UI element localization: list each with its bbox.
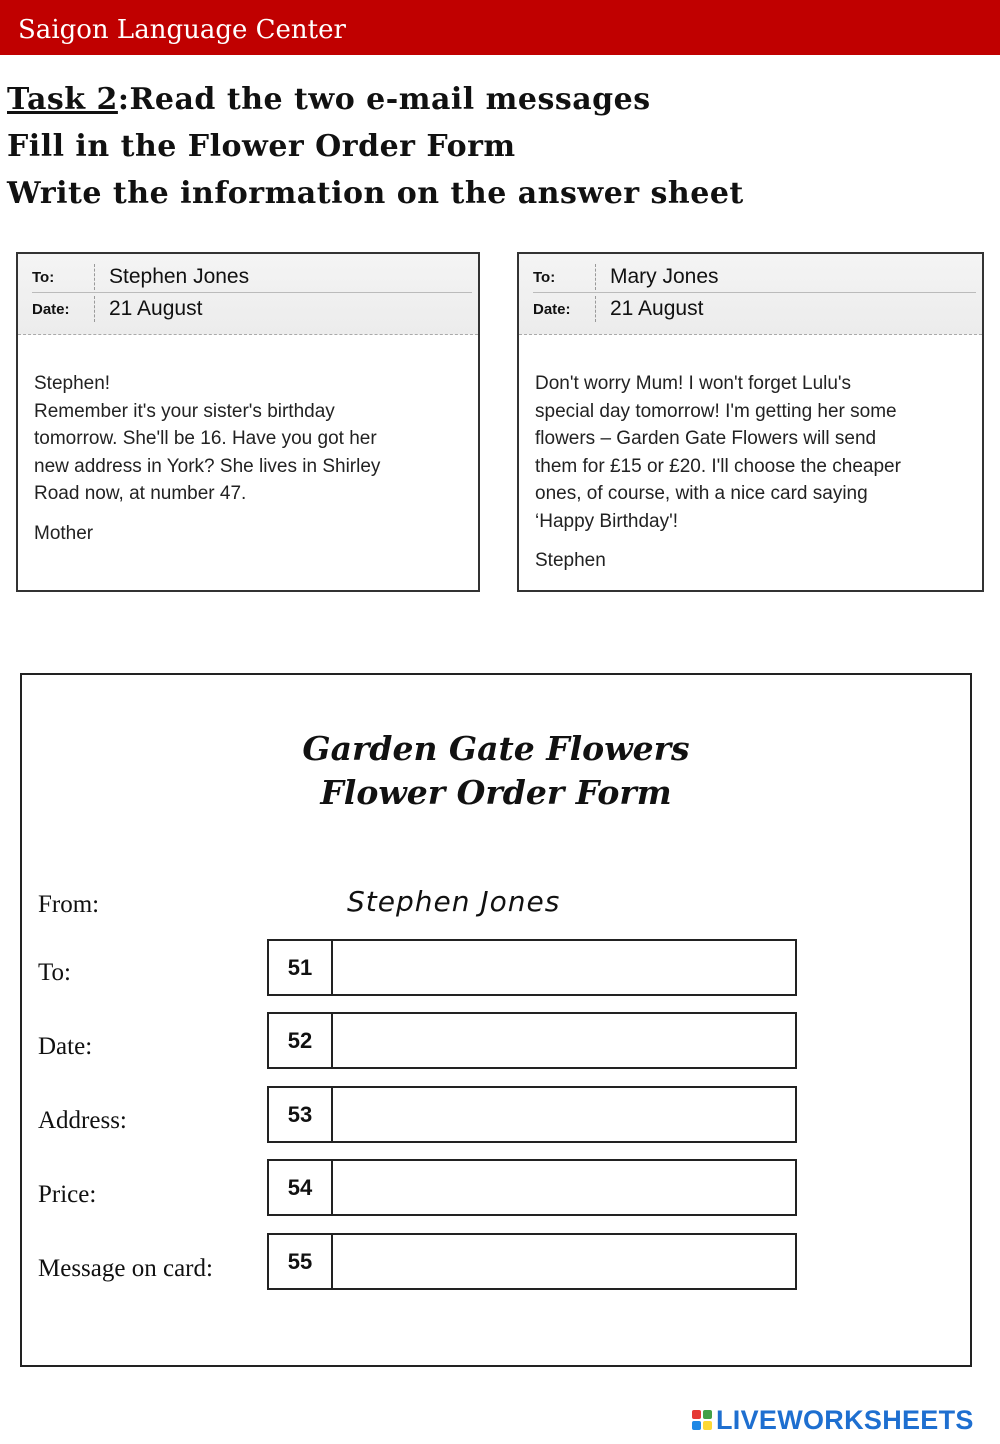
question-number: 55 (269, 1235, 333, 1288)
email-body-line: them for £15 or £20. I'll choose the cheaper (535, 455, 901, 477)
task-line-1 (7, 76, 744, 123)
email-to-row (533, 262, 976, 293)
form-title-line-2: Flower Order Form (320, 773, 672, 812)
email-body-line: Remember it's your sister's birthday (34, 400, 335, 422)
header-title: Saigon Language Center (18, 15, 346, 45)
email-to-row (32, 262, 472, 293)
form-title (22, 727, 970, 815)
answer-box-to (267, 939, 797, 996)
email-header (519, 254, 982, 335)
question-number: 54 (269, 1161, 333, 1214)
task-instructions (7, 76, 744, 217)
email-date-label: Date: (533, 300, 571, 318)
email-header (18, 254, 478, 335)
header-bar (0, 0, 1000, 55)
date-label: Date: (38, 1033, 93, 1060)
logo-square (692, 1410, 701, 1419)
answer-field-message[interactable] (333, 1235, 795, 1288)
answer-field-address[interactable] (333, 1088, 795, 1141)
email-body-line: ‘Happy Birthday'! (535, 510, 679, 532)
email-body-line: Stephen! (34, 373, 111, 394)
email-body-line: special day tomorrow! I'm getting her some (535, 400, 897, 422)
email-message-from-stephen (517, 252, 984, 592)
email-to-label: To: (533, 268, 556, 286)
email-signature: Stephen (535, 550, 606, 571)
answer-field-to[interactable] (333, 941, 795, 994)
answer-box-price (267, 1159, 797, 1216)
answer-box-message (267, 1233, 797, 1290)
email-date-value: 21 August (94, 296, 202, 322)
email-body (535, 370, 968, 575)
task-line-3: Write the information on the answer sheet (7, 176, 744, 211)
email-date-label: Date: (32, 300, 70, 318)
task-line-2: Fill in the Flower Order Form (7, 129, 516, 164)
flower-order-form (20, 673, 972, 1367)
question-number: 51 (269, 941, 333, 994)
email-to-value: Mary Jones (595, 264, 719, 290)
liveworksheets-logo (692, 1403, 974, 1437)
email-body (34, 370, 464, 547)
email-body-line: ones, of course, with a nice card saying (535, 483, 868, 504)
email-message-from-mother (16, 252, 480, 592)
answer-field-price[interactable] (333, 1161, 795, 1214)
logo-square (703, 1410, 712, 1419)
task-line-1-text: :Read the two e-mail messages (117, 82, 651, 117)
email-to-label: To: (32, 268, 55, 286)
logo-square (703, 1421, 712, 1430)
form-title-line-1: Garden Gate Flowers (302, 729, 690, 768)
email-body-line: Road now, at number 47. (34, 483, 247, 504)
question-number: 53 (269, 1088, 333, 1141)
answer-box-date (267, 1012, 797, 1069)
email-signature: Mother (34, 522, 94, 544)
email-body-line: new address in York? She lives in Shirley (34, 455, 381, 477)
liveworksheets-logo-icon (692, 1410, 712, 1430)
email-date-row (32, 294, 472, 324)
liveworksheets-logo-text: LIVEWORKSHEETS (716, 1404, 974, 1435)
price-label: Price: (38, 1181, 97, 1208)
email-body-line: tomorrow. She'll be 16. Have you got her (34, 428, 377, 449)
message-on-card-label: Message on card: (38, 1255, 213, 1282)
email-body-line: Don't worry Mum! I won't forget Lulu's (535, 373, 852, 394)
from-label: From: (38, 891, 100, 918)
answer-field-date[interactable] (333, 1014, 795, 1067)
question-number: 52 (269, 1014, 333, 1067)
email-date-row (533, 294, 976, 324)
logo-square (692, 1421, 701, 1430)
task-label: Task 2 (7, 82, 118, 117)
email-body-line: flowers – Garden Gate Flowers will send (535, 428, 877, 449)
answer-box-address (267, 1086, 797, 1143)
email-date-value: 21 August (595, 296, 703, 322)
address-label: Address: (38, 1107, 127, 1134)
from-value: Stephen Jones (347, 885, 561, 918)
to-label: To: (38, 959, 71, 986)
email-to-value: Stephen Jones (94, 264, 249, 290)
